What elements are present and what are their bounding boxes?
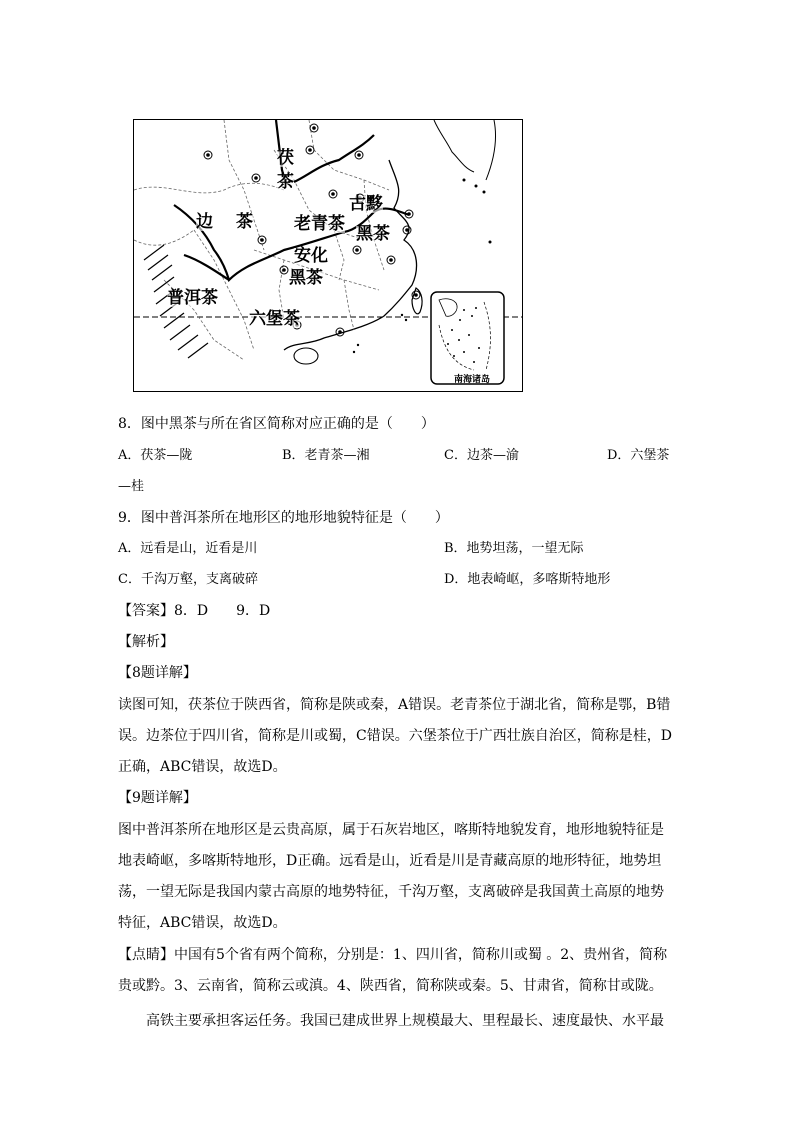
q9-option-a: A．远看是山，近看是川: [118, 541, 258, 556]
q9-option-b: B．地势坦荡，一望无际: [444, 541, 584, 556]
map-label-gu-yi-hei-cha: 黑茶: [356, 224, 390, 244]
tip-line: 【点睛】中国有5个省有两个简称，分别是：1、四川省，简称川或蜀 。2、贵州省，简称: [118, 947, 668, 963]
q9-detail-line: 特征，ABC错误，故选D。: [118, 915, 287, 931]
q8-option-d-cont: —桂: [118, 479, 145, 494]
q9-detail-heading: 【9题详解】: [118, 790, 197, 806]
q9-detail-line: 图中普洱茶所在地形区是云贵高原，属于石灰岩地区，喀斯特地貌发育，地形地貌特征是: [118, 822, 664, 838]
q8-stem: 8．图中黑茶与所在省区简称对应正确的是（ ）: [118, 416, 435, 432]
q9-option-c: C．千沟万壑，支离破碎: [118, 572, 258, 587]
analysis-heading: 【解析】: [118, 634, 174, 650]
map-label-pu-er-cha: 普洱茶: [167, 288, 218, 308]
q8-detail-line: 误。边茶位于四川省，简称是川或蜀，C错误。六堡茶位于广西壮族自治区，简称是桂，D: [118, 728, 672, 744]
q8-detail-line: 读图可知，茯茶位于陕西省，简称是陕或秦，A错误。老青茶位于湖北省，简称是鄂，B错: [118, 697, 671, 713]
q9-option-d: D．地表崎岖，多喀斯特地形: [444, 572, 611, 587]
q8-option-c: C．边茶—渝: [444, 448, 519, 463]
map-label-liu-bao-cha: 六堡茶: [249, 309, 300, 329]
answer-line: 【答案】8．D 9．D: [118, 603, 271, 619]
q9-stem: 9．图中普洱茶所在地形区的地形地貌特征是（ ）: [118, 510, 449, 526]
tip-text: [118, 940, 678, 1002]
map-drawing: [134, 120, 523, 392]
map-label-bian-cha: 茶: [236, 212, 253, 232]
q8-detail-text: [118, 690, 678, 783]
q9-detail-line: 荡，一望无际是我国内蒙古高原的地势特征，千沟万壑，支离破碎是我国黄土高原的地势: [118, 884, 664, 900]
map-label-gu-yi: 古黟: [349, 194, 383, 214]
q8-option-a: A．茯茶—陇: [118, 448, 193, 463]
q8-option-b: B．老青茶—湘: [282, 448, 370, 463]
tea-region-map: [133, 119, 523, 392]
map-label-nanhai-islands: 南海诸岛: [454, 375, 491, 385]
q8-detail-heading: 【8题详解】: [118, 665, 197, 681]
map-label-fu: 茯: [277, 148, 294, 168]
map-label-an-hua-hei-cha: 黑茶: [289, 268, 323, 288]
q9-detail-line: 地表崎岖，多喀斯特地形，D正确。远看是山，近看是川是青藏高原的地形特征，地势坦: [118, 853, 662, 869]
next-paragraph: 高铁主要承担客运任务。我国已建成世界上规模最大、里程最长、速度最快、水平最: [146, 1013, 664, 1029]
map-label-fu-cha: 茶: [277, 172, 294, 192]
map-label-lao-qing-cha: 老青茶: [294, 214, 345, 234]
q8-option-d: D．六堡茶: [607, 448, 670, 463]
q9-detail-text: [118, 815, 678, 939]
map-label-bian: 边: [196, 212, 213, 232]
q8-detail-line: 正确，ABC错误，故选D。: [118, 759, 287, 775]
map-label-an-hua: 安化: [294, 246, 328, 266]
tip-line: 贵或黔。3、云南省，简称云或滇。4、陕西省，简称陕或秦。5、甘肃省，简称甘或陇。: [118, 978, 663, 994]
